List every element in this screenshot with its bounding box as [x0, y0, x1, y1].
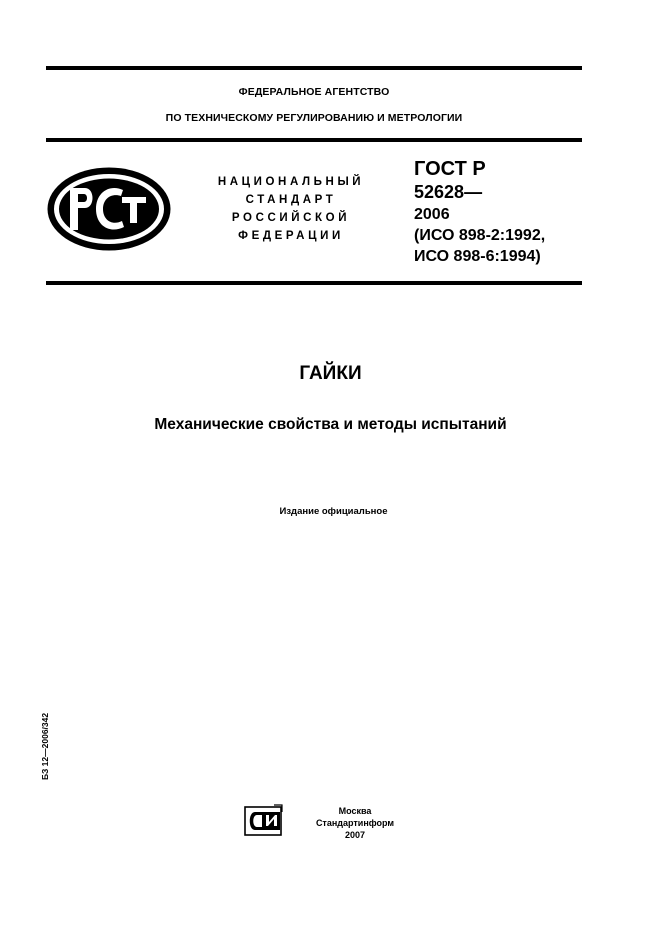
designation-iso-2: ИСО 898-6:1994) [414, 248, 541, 265]
document-title: ГАЙКИ [299, 363, 362, 384]
publisher-city: Москва [338, 806, 372, 816]
designation-year: 2006 [414, 206, 450, 223]
designation-gost-r: ГОСТ Р [414, 158, 486, 180]
document-subtitle: Механические свойства и методы испытаний [154, 416, 507, 433]
standard-type-line-1: НАЦИОНАЛЬНЫЙ [217, 176, 365, 188]
agency-line-1: ФЕДЕРАЛЬНОЕ АГЕНТСТВО [238, 86, 390, 98]
standard-type-line-2: СТАНДАРТ [245, 194, 337, 206]
designation-number [414, 182, 482, 203]
publisher-name: Стандартинформ [315, 818, 395, 828]
header-rule [46, 138, 582, 142]
top-rule [46, 66, 582, 70]
edition-label: Издание официальное [279, 506, 388, 517]
side-code: БЗ 12—2006/342 [40, 712, 50, 780]
agency-line-2: ПО ТЕХНИЧЕСКОМУ РЕГУЛИРОВАНИЮ И МЕТРОЛОГИИ [165, 112, 463, 124]
standard-type-line-3: РОССИЙСКОЙ [231, 212, 351, 224]
publisher-year: 2007 [344, 830, 366, 840]
standard-type-line-4: ФЕДЕРАЦИИ [238, 230, 344, 242]
designation-iso-1: (ИСО 898-2:1992, [414, 227, 546, 244]
bottom-header-rule [46, 281, 582, 285]
gost-r-logo [46, 166, 172, 252]
designation-number-text: 52628 [414, 182, 465, 202]
designation-dash: — [464, 182, 483, 202]
publisher-logo [244, 804, 284, 838]
